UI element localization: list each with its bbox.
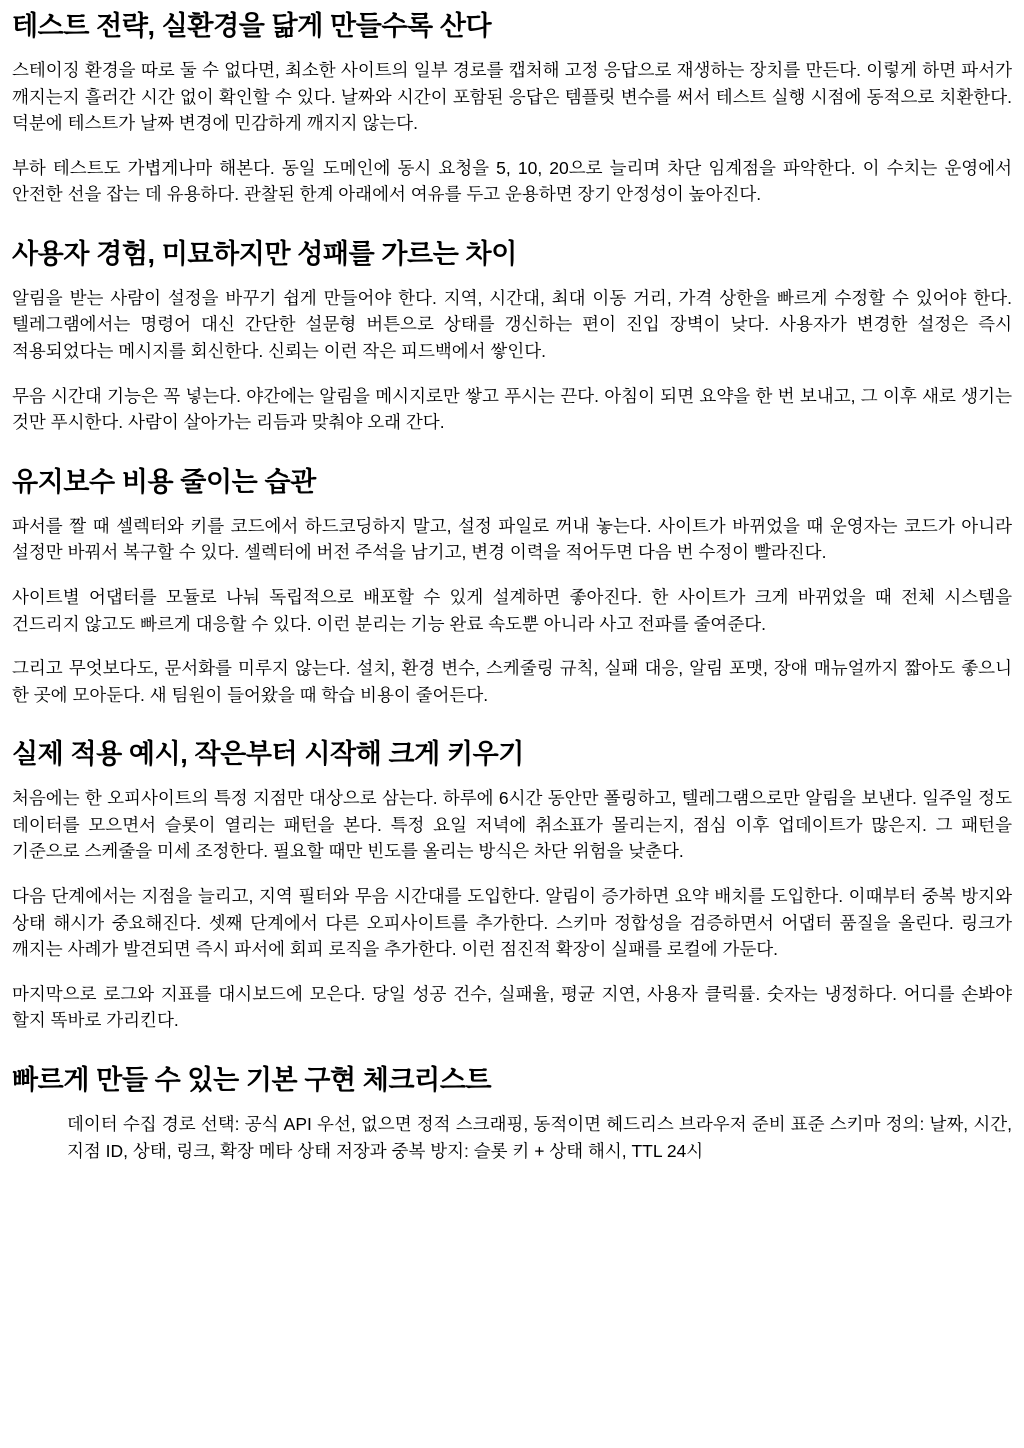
- section-heading: 사용자 경험, 미묘하지만 성패를 가르는 차이: [12, 238, 517, 269]
- paragraph: 무음 시간대 기능은 꼭 넣는다. 야간에는 알림을 메시지로만 쌓고 푸시는 끈다. 아침이 되면 요약을 한 번 보내고, 그 이후 새로 생기는 것만 푸시한다. 사람이 살아가는 리듬과 맞춰야 오래 간다.: [12, 385, 1012, 433]
- paragraph: 마지막으로 로그와 지표를 대시보드에 모은다. 당일 성공 건수, 실패율, 평균 지연, 사용자 클릭률. 숫자는 냉정하다. 어디를 손봐야 할지 똑바로 가리킨다.: [12, 983, 1012, 1031]
- section-heading: 테스트 전략, 실환경을 닮게 만들수록 산다: [12, 11, 492, 41]
- paragraph: 스테이징 환경을 따로 둘 수 없다면, 최소한 사이트의 일부 경로를 캡처해 고정 응답으로 재생하는 장치를 만든다. 이렇게 하면 파서가 깨지는지 흘러간 시간 없이 확인할 수 있다. 날짜와 시간이 포함된 응답은 템플릿 변수를 써서 테스트 실행 시점에 동적으로 치환한다. 덕분에 테스트가 날짜 변경에 민감하게 깨지지 않는다.: [12, 59, 1012, 134]
- section-heading: 실제 적용 예시, 작은부터 시작해 크게 키우기: [12, 739, 524, 770]
- section-checklist: [12, 1064, 1012, 1164]
- section-test-strategy: [12, 10, 1012, 208]
- section-heading: 빠르게 만들 수 있는 기본 구현 체크리스트: [12, 1065, 492, 1095]
- paragraph: 처음에는 한 오피사이트의 특정 지점만 대상으로 삼는다. 하루에 6시간 동안만 폴링하고, 텔레그램으로만 알림을 보낸다. 일주일 정도 데이터를 모으면서 슬롯이 열리는 패턴을 본다. 특정 요일 저녁에 취소표가 몰리는지, 점심 이후 업데이트가 많은지. 그 패턴을 기준으로 스케줄을 미세 조정한다. 필요할 때만 빈도를 올리는 방식은 차단 위험을 낮춘다.: [12, 788, 1012, 862]
- paragraph: 그리고 무엇보다도, 문서화를 미루지 않는다. 설치, 환경 변수, 스케줄링 규칙, 실패 대응, 알림 포맷, 장애 매뉴얼까지 짧아도 좋으니 한 곳에 모아둔다. 새 팀원이 들어왔을 때 학습 비용이 줄어든다.: [12, 658, 1012, 705]
- paragraph: 파서를 짤 때 셀렉터와 키를 코드에서 하드코딩하지 말고, 설정 파일로 꺼내 놓는다. 사이트가 바뀌었을 때 운영자는 코드가 아니라 설정만 바꿔서 복구할 수 있다. 셀렉터에 버전 주석을 남기고, 변경 이력을 적어두면 다음 번 수정이 빨라진다.: [12, 515, 1012, 563]
- section-real-application: [12, 738, 1012, 1034]
- paragraph: 사이트별 어댑터를 모듈로 나눠 독립적으로 배포할 수 있게 설계하면 좋아진다. 한 사이트가 크게 바뀌었을 때 전체 시스템을 건드리지 않고도 빠르게 대응할 수 있다. 이런 분리는 기능 완료 속도뿐 아니라 사고 전파를 줄여준다.: [12, 586, 1012, 634]
- section-heading: 유지보수 비용 줄이는 습관: [12, 466, 316, 497]
- paragraph: 알림을 받는 사람이 설정을 바꾸기 쉽게 만들어야 한다. 지역, 시간대, 최대 이동 거리, 가격 상한을 빠르게 수정할 수 있어야 한다. 텔레그램에서는 명령어 대신 간단한 설문형 버튼으로 상태를 갱신하는 편이 진입 장벽이 낮다. 사용자가 변경한 설정은 즉시 적용되었다는 메시지를 회신한다. 신뢰는 이런 작은 피드백에서 쌓인다.: [12, 287, 1012, 362]
- checklist-block: [12, 1111, 1012, 1164]
- checklist-text: 데이터 수집 경로 선택: 공식 API 우선, 없으면 정적 스크래핑, 동적이면 헤드리스 브라우저 준비 표준 스키마 정의: 날짜, 시간, 지점 ID, 상태, 링크, 확장 메타 상태 저장과 중복 방지: 슬롯 키 + 상태 해시, TTL 24시: [67, 1113, 1012, 1161]
- section-user-experience: [12, 238, 1012, 436]
- paragraph: 부하 테스트도 가볍게나마 해본다. 동일 도메인에 동시 요청을 5, 10, 20으로 늘리며 차단 임계점을 파악한다. 이 수치는 운영에서 안전한 선을 잡는 데 유용하다. 관찰된 한계 아래에서 여유를 두고 운용하면 장기 안정성이 높아진다.: [12, 157, 1012, 205]
- section-maintenance-cost: [12, 466, 1012, 709]
- paragraph: 다음 단계에서는 지점을 늘리고, 지역 필터와 무음 시간대를 도입한다. 알림이 증가하면 요약 배치를 도입한다. 이때부터 중복 방지와 상태 해시가 중요해진다. 셋째 단계에서 다른 오피사이트를 추가한다. 스키마 정합성을 검증하면서 어댑터 품질을 올린다. 링크가 깨지는 사례가 발견되면 즉시 파서에 회피 로직을 추가한다. 이런 점진적 확장이 실패를 로컬에 가둔다.: [12, 886, 1012, 960]
